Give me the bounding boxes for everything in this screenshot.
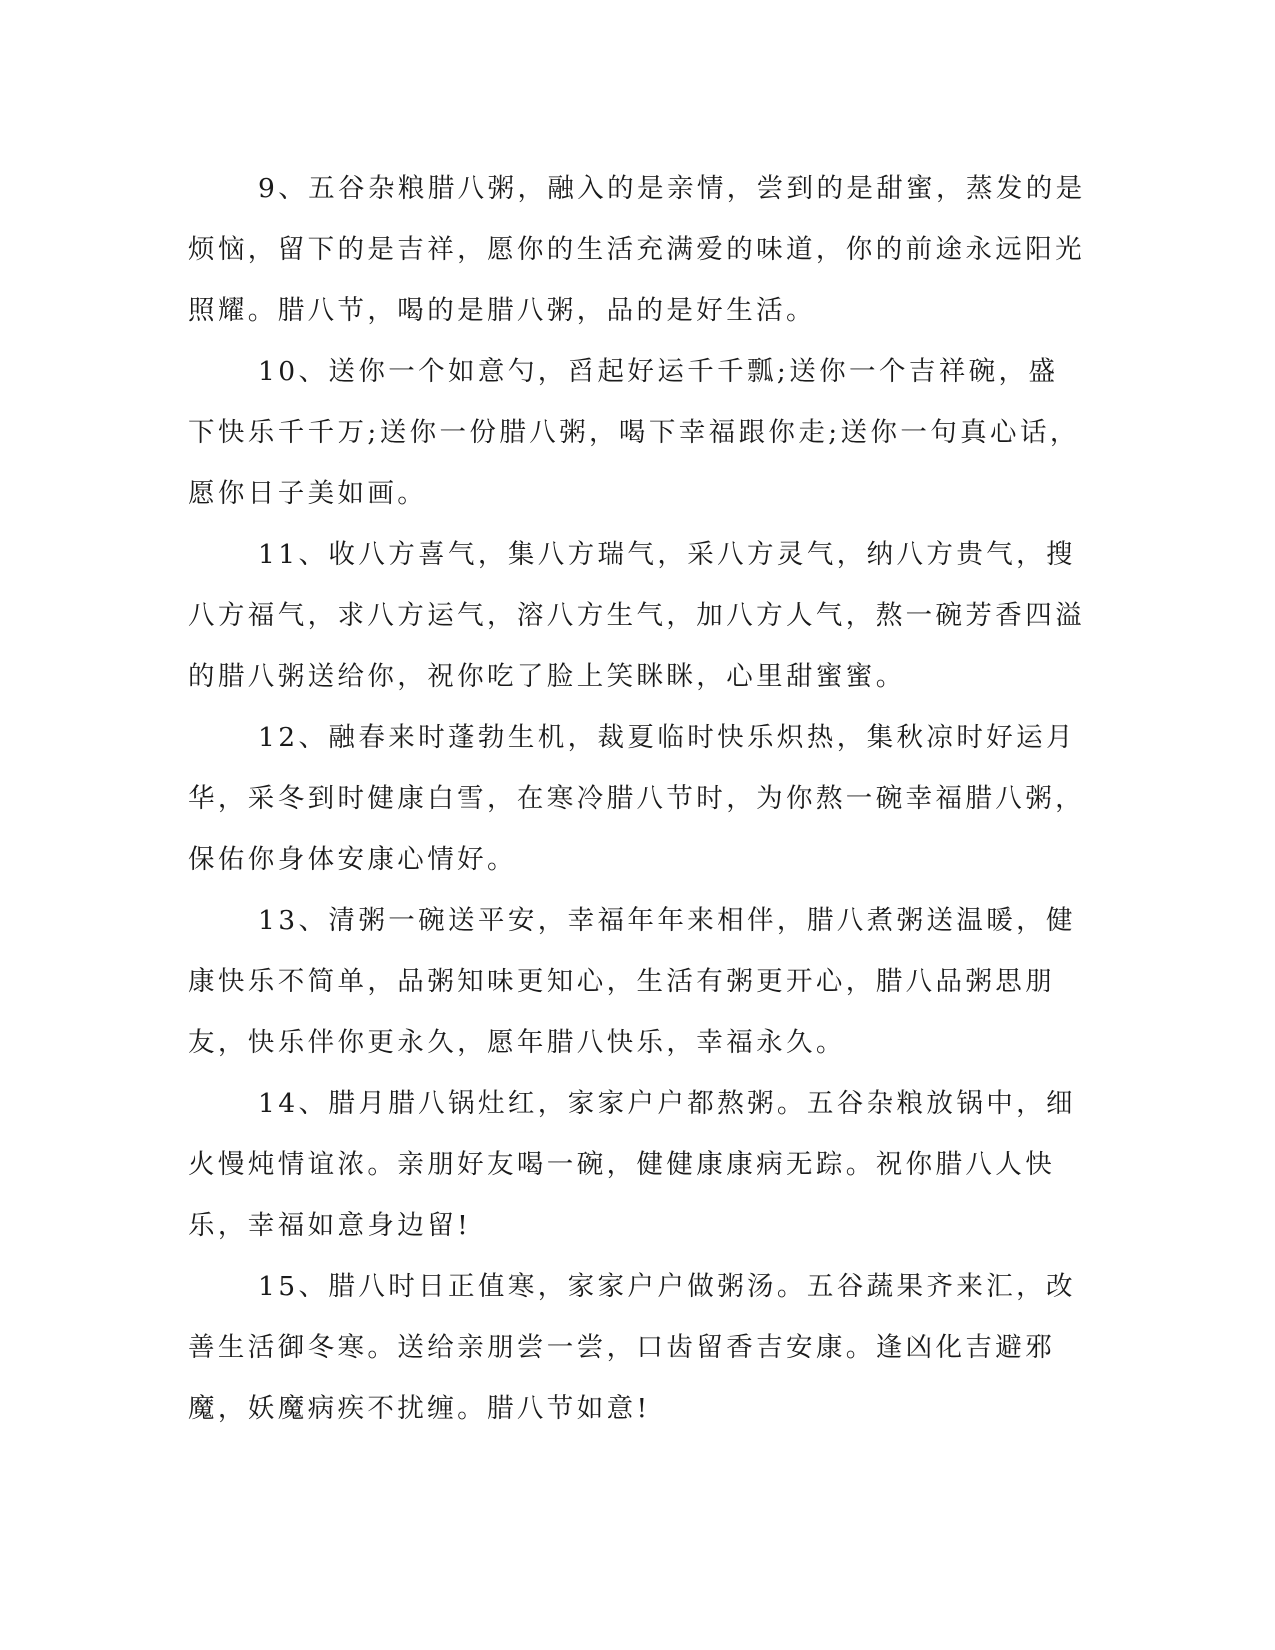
- paragraph-12: 12、融春来时蓬勃生机，裁夏临时快乐炽热，集秋凉时好运月华，采冬到时健康白雪，在寒冷腊八节时，为你熬一碗幸福腊八粥，保佑你身体安康心情好。: [188, 722, 1085, 875]
- paragraph-13: 13、清粥一碗送平安，幸福年年来相伴，腊八煮粥送温暖，健康快乐不简单，品粥知味更知心，生活有粥更开心，腊八品粥思朋友，快乐伴你更永久，愿年腊八快乐，幸福永久。: [188, 905, 1076, 1058]
- paragraph-9: 9、五谷杂粮腊八粥，融入的是亲情，尝到的是甜蜜，蒸发的是烦恼，留下的是吉祥，愿你的生活充满爱的味道，你的前途永远阳光照耀。腊八节，喝的是腊八粥，品的是好生活。: [188, 173, 1086, 326]
- paragraph-14: 14、腊月腊八锅灶红，家家户户都熬粥。五谷杂粮放锅中，细火慢炖情谊浓。亲朋好友喝一碗，健健康康病无踪。祝你腊八人快乐，幸福如意身边留!: [188, 1088, 1076, 1241]
- paragraph-15: 15、腊八时日正值寒，家家户户做粥汤。五谷蔬果齐来汇，改善生活御冬寒。送给亲朋尝一尝，口齿留香吉安康。逢凶化吉避邪魔，妖魔病疾不扰缠。腊八节如意!: [188, 1271, 1076, 1424]
- paragraph-11: 11、收八方喜气，集八方瑞气，采八方灵气，纳八方贵气，搜八方福气，求八方运气，溶八方生气，加八方人气，熬一碗芳香四溢的腊八粥送给你，祝你吃了脸上笑眯眯，心里甜蜜蜜。: [188, 539, 1085, 692]
- paragraph-10: 10、送你一个如意勺，舀起好运千千瓢;送你一个吉祥碗，盛下快乐千千万;送你一份腊八粥，喝下幸福跟你走;送你一句真心话，愿你日子美如画。: [188, 356, 1080, 509]
- document-body: [188, 158, 1088, 1439]
